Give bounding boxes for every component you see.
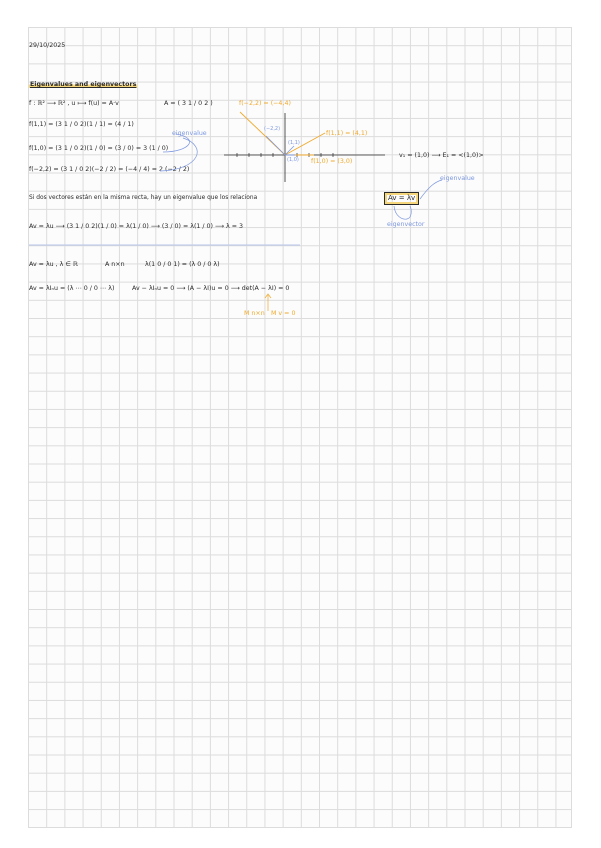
label-pt-11: (1,1) xyxy=(288,140,300,146)
boxed-formula: Av = λv xyxy=(384,192,419,205)
fm12-line: f(−2,2) = (3 1 / 0 2)(−2 / 2) = (−4 / 4) = 2 (−2 / 2) xyxy=(29,166,190,173)
mnxn-label: M n×n xyxy=(244,310,265,317)
vector-m22 xyxy=(266,136,285,155)
date: 29/10/2025 xyxy=(29,42,66,49)
av-identity: Av = λIₙu = (λ ⋯ 0 / 0 ⋯ λ) xyxy=(29,285,115,292)
eigenvalue-label: eigenvalue xyxy=(440,175,475,182)
label-f10: f(1,0) = (3,0) xyxy=(311,158,353,165)
eigenvalue-pointer xyxy=(420,180,442,199)
eigenvalue-note: eigenvalue xyxy=(172,130,207,137)
label-pt-10: (1,0) xyxy=(287,157,299,163)
eigenvector-label: eigenvector xyxy=(387,221,425,228)
eigenvector-pointer xyxy=(394,206,411,219)
label-f-m22: f(−2,2) = (−4,4) xyxy=(239,100,291,107)
map-definition: f : ℝ² ⟶ ℝ² , u ⟼ f(u) = A·v xyxy=(29,100,119,107)
label-pt-m22: (−2,2) xyxy=(264,126,281,132)
title-highlight: Eigenvalues and eigenvectors xyxy=(30,81,137,88)
eigenvalue-curve xyxy=(160,134,197,171)
label-f11: f(1,1) = (4,1) xyxy=(326,130,368,137)
av-line: Av = λu ⟶ (3 1 / 0 2)(1 / 0) = λ(1 / 0) ⟶ (3 / 0) = λ(1 / 0) ⟶ λ = 3 xyxy=(29,223,244,230)
spanish-note: Si dos vectores están en la misma recta, hay un eigenvalue que los relaciona xyxy=(29,195,258,201)
anxn-label: A n×n xyxy=(105,261,125,268)
f11-line: f(1,1) = (3 1 / 0 2)(1 / 1) = (4 / 1) xyxy=(29,121,134,128)
mv0-label: M v = 0 xyxy=(271,310,296,317)
lambda-identity: λ(1 0 / 0 1) = (λ 0 / 0 λ) xyxy=(145,261,220,268)
av-definition: Av = λu , λ ∈ ℝ xyxy=(29,261,78,268)
eigenspace-equation: v₁ = (1,0) ⟶ E₁ = <(1,0)> xyxy=(399,152,484,159)
vector-f11 xyxy=(285,133,325,155)
derivation-chain: Av − λIₙu = 0 ⟶ (A − λI)u = 0 ⟶ det(A − λI) = 0 xyxy=(132,285,290,292)
f10-line: f(1,0) = (3 1 / 0 2)(1 / 0) = (3 / 0) = 3 (1 / 0) xyxy=(29,145,169,152)
matrix-a: A = ( 3 1 / 0 2 ) xyxy=(164,100,213,107)
